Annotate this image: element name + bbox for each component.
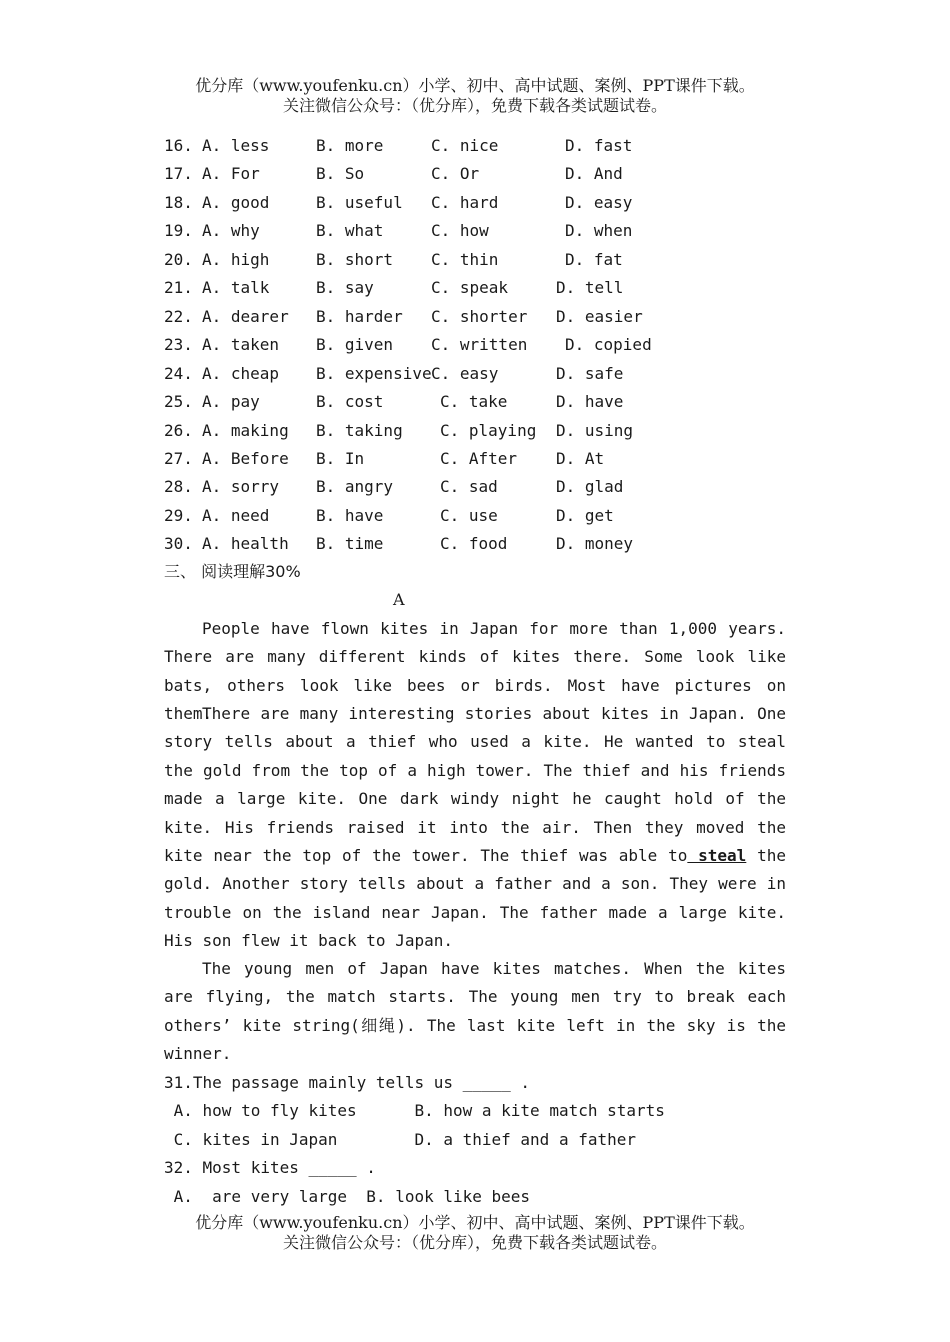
option-row bbox=[164, 360, 804, 388]
question-number: 29. bbox=[164, 505, 193, 525]
header-line-1: 优分库（www.youfenku.cn）小学、初中、高中试题、案例、PPT课件下载。 bbox=[195, 76, 755, 95]
option-b: B. given bbox=[316, 335, 394, 355]
option-d: D. money bbox=[556, 534, 634, 554]
option-c: C. written bbox=[431, 335, 528, 355]
option-b: B. So bbox=[316, 164, 365, 184]
option-row bbox=[164, 473, 804, 501]
option-b: B. time bbox=[316, 534, 384, 554]
option-c: C. playing bbox=[440, 420, 537, 440]
passage-letter: A bbox=[393, 590, 405, 609]
paragraph-text: The young men of Japan have kites matches. When the kites are flying, the match starts. The young men try to break each others’ kite string(细绳). The last kite left in the sky is the winner. bbox=[164, 959, 786, 1064]
option-a: A. dearer bbox=[202, 306, 289, 326]
page-header bbox=[0, 76, 950, 116]
header-line-2: 关注微信公众号：（优分库），免费下载各类试题试卷。 bbox=[282, 96, 667, 115]
underlined-word: steal bbox=[687, 846, 747, 866]
option-row bbox=[164, 132, 804, 160]
option-a: A. why bbox=[202, 221, 260, 241]
question-31: 31.The passage mainly tells us _____ . bbox=[164, 1073, 531, 1092]
passage-paragraph-2 bbox=[164, 700, 786, 956]
option-d: D. glad bbox=[556, 477, 624, 497]
option-b: B. expensive bbox=[316, 363, 432, 383]
option-b: B. have bbox=[316, 505, 384, 525]
question-number: 28. bbox=[164, 477, 193, 497]
question-number: 17. bbox=[164, 164, 193, 184]
option-a: A. Before bbox=[202, 448, 289, 468]
option-a: A. less bbox=[202, 136, 270, 155]
question-number: 16. bbox=[164, 136, 193, 155]
option-b: B. harder bbox=[316, 306, 403, 326]
option-c: C. sad bbox=[440, 477, 498, 497]
option-d: D. get bbox=[556, 505, 614, 525]
option-a: A. pay bbox=[202, 392, 260, 412]
option-c: C. Or bbox=[431, 164, 480, 184]
question-number: 30. bbox=[164, 534, 193, 554]
option-d: D. safe bbox=[556, 363, 624, 383]
option-c: C. food bbox=[440, 534, 508, 554]
option-c: C. hard bbox=[431, 192, 499, 212]
question-32-options-ab: A. are very large B. look like bees bbox=[164, 1187, 531, 1206]
option-c: C. use bbox=[440, 505, 498, 525]
option-a: A. For bbox=[202, 164, 260, 184]
footer-line-1: 优分库（www.youfenku.cn）小学、初中、高中试题、案例、PPT课件下载。 bbox=[195, 1213, 755, 1232]
option-row bbox=[164, 303, 804, 331]
question-32: 32. Most kites _____ . bbox=[164, 1158, 376, 1177]
question-31-options-ab: A. how to fly kites B. how a kite match starts bbox=[164, 1101, 665, 1120]
option-d: D. And bbox=[565, 164, 623, 184]
option-b: B. more bbox=[316, 136, 384, 155]
question-number: 26. bbox=[164, 420, 193, 440]
option-d: D. copied bbox=[565, 335, 652, 355]
option-c: C. shorter bbox=[431, 306, 528, 326]
option-a: A. talk bbox=[202, 278, 270, 298]
option-a: A. high bbox=[202, 249, 270, 269]
question-number: 18. bbox=[164, 192, 193, 212]
option-row bbox=[164, 160, 804, 188]
option-c: C. thin bbox=[431, 249, 499, 269]
option-b: B. short bbox=[316, 249, 394, 269]
option-a: A. making bbox=[202, 420, 289, 440]
option-b: B. taking bbox=[316, 420, 403, 440]
option-c: C. After bbox=[440, 448, 518, 468]
paragraph-text: People have flown kites in Japan for more than 1,000 years. There are many different kinds of kites there. Some look like bats, others look like bees or birds. Most have pictures on them. bbox=[164, 619, 786, 724]
option-a: A. taken bbox=[202, 335, 280, 355]
option-row bbox=[164, 331, 804, 359]
option-row bbox=[164, 217, 804, 245]
option-a: A. cheap bbox=[202, 363, 280, 383]
option-d: D. have bbox=[556, 392, 624, 412]
option-d: D. fat bbox=[565, 249, 623, 269]
question-number: 27. bbox=[164, 448, 193, 468]
option-a: A. sorry bbox=[202, 477, 280, 497]
option-d: D. At bbox=[556, 448, 605, 468]
option-c: C. speak bbox=[431, 278, 509, 298]
option-row bbox=[164, 388, 804, 416]
question-number: 20. bbox=[164, 249, 193, 269]
option-c: C. nice bbox=[431, 136, 499, 155]
option-b: B. angry bbox=[316, 477, 394, 497]
question-number: 19. bbox=[164, 221, 193, 241]
option-row bbox=[164, 445, 804, 473]
paragraph-text: There are many interesting stories about kites in Japan. One story tells about a thief who used a kite. He wanted to steal the gold from the top of a high tower. The thief and his friends made a large kite. One dark windy night he caught hold of the kite. His friends raised it into the air. Then they moved the kite near the top of the tower. The thief was able to bbox=[164, 704, 786, 866]
option-row bbox=[164, 417, 804, 445]
option-b: B. cost bbox=[316, 392, 384, 412]
option-row bbox=[164, 502, 804, 530]
option-row bbox=[164, 274, 804, 302]
question-number: 25. bbox=[164, 392, 193, 412]
option-row bbox=[164, 530, 804, 558]
option-d: D. using bbox=[556, 420, 634, 440]
passage-paragraph-3 bbox=[164, 955, 786, 1069]
option-a: A. need bbox=[202, 505, 270, 525]
option-d: D. fast bbox=[565, 136, 633, 155]
option-d: D. easier bbox=[556, 306, 643, 326]
option-d: D. when bbox=[565, 221, 633, 241]
option-c: C. easy bbox=[431, 363, 499, 383]
option-b: B. say bbox=[316, 278, 374, 298]
option-a: A. good bbox=[202, 192, 270, 212]
option-row bbox=[164, 189, 804, 217]
question-number: 23. bbox=[164, 335, 193, 355]
question-number: 24. bbox=[164, 363, 193, 383]
option-c: C. take bbox=[440, 392, 508, 412]
option-c: C. how bbox=[431, 221, 489, 241]
question-31-options-cd: C. kites in Japan D. a thief and a father bbox=[164, 1130, 637, 1149]
question-number: 22. bbox=[164, 306, 193, 326]
option-d: D. easy bbox=[565, 192, 633, 212]
paragraph-text: the gold. Another story tells about a father and a son. They were in trouble on the island near Japan. The father made a large kite. His son flew it back to Japan. bbox=[164, 846, 787, 951]
option-a: A. health bbox=[202, 534, 289, 554]
section-title: 三、 阅读理解30% bbox=[164, 562, 301, 581]
option-row bbox=[164, 246, 804, 274]
option-b: B. what bbox=[316, 221, 384, 241]
option-b: B. useful bbox=[316, 192, 403, 212]
page-footer bbox=[0, 1213, 950, 1253]
option-b: B. In bbox=[316, 448, 365, 468]
question-number: 21. bbox=[164, 278, 193, 298]
footer-line-2: 关注微信公众号：（优分库），免费下载各类试题试卷。 bbox=[282, 1233, 667, 1252]
option-d: D. tell bbox=[556, 278, 624, 298]
